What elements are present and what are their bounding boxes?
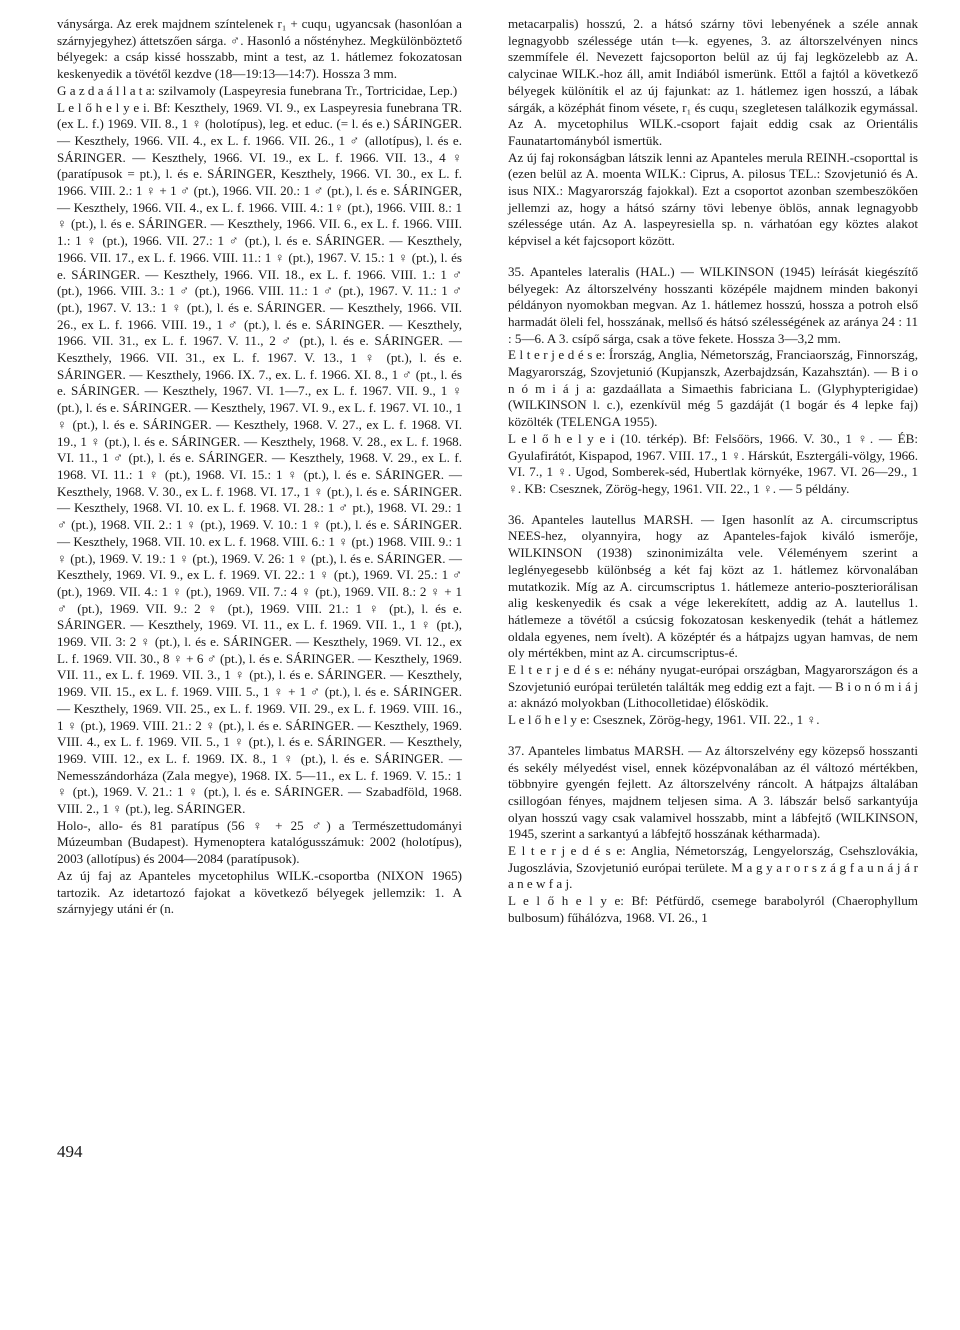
paragraph: G a z d a á l l a t a: szilvamoly (Laspeyresia funebrana Tr., Tortricidae, Lep.) (57, 82, 458, 98)
paragraph: L e l ő h e l y e i. Bf: Keszthely, 1969. VI. 9., ex Laspeyresia funebrana TR. (ex L. f.) 1969. VII. 8., 1 ♀ (holotípus), leg. et educ. (= l. és e.) SÁRINGER. — Keszthely, 1966. VII. 4., ex L. f. 1966. VII. 26., 1 ♂ (allotípus), l. és e. SÁRINGER. — Keszthely, 1966. VI. 19., ex L. f. 1966. VII. 13., 4 ♀ (paratípusok = pt.), l. és e. SÁRINGER, Keszthely, 1966. VI. 30., ex L. f. 1966. VIII. 2.: 1 ♀ + 1 ♂ (pt.), 1966. VII. 20.: 1 ♂ (pt.), l. és e. SÁRINGER, — Keszthely, 1966. VII. 4., ex L. f. 1966. VIII. 4.: 1♀ (pt.), 1966. VIII. 8.: 1 ♀ (pt.), l. és e. SÁRINGER. — Keszthely, 1966. VII. 6., ex L. f. 1966. VIII. 1.: 1 ♀ (pt.), 1966. VII. 27.: 1 ♂ (pt.), l. és e. SÁRINGER. — Keszthely, 1966. VII. 17., ex L. f. 1966. VIII. 11.: 1 ♀ (pt.), 1967. V. 15.: 1 ♀ (pt.), l. és e. SÁRINGER. — Keszthely, 1966. VII. 18., ex L. f. 1966. VIII. 1.: 1 ♂ (pt.), 1966. VIII. 3.: 1 ♂ (pt.), 1966. VIII. 11.: 1 ♂ (pt.), 1967. V. 11.: 1 ♂ (pt.), 1967. V. 13.: 1 ♀ (pt.), l. és e. SÁRINGER. — Keszthely, 1966. VII. 26., ex L. f. 1966. VIII. 19., 1 ♂ (pt.), l. és e. SÁRINGER. — Keszthely, 1966. VII. 31., ex L. f. 1967. V. 11., 2 ♂ (pt.), l. és e. SÁRINGER. — Keszthely, 1966. VII. 31., ex L. f. 1967. V. 13., 1 ♀ (pt.), l. és e. SÁRINGER. — Keszthely, 1966. IX. 7., ex. L. f. 1966. XI. 8., 1 ♂ (pt., l. és e. SÁRINGER. — Keszthely, 1967. VI. 1—7., ex L. f. 1967. VII. 9., 1 ♀ (pt.), l. és e. SÁRINGER. — Keszthely, 1967. VI. 9., ex L. f. 1967. VI. 10., 1 ♀ (pt.), l. és e. SÁRINGER. — Keszthely, 1968. V. 27., ex L. f. 1968. VI. 19., 1 ♀ (pt.), l. és e. SÁRINGER. — Keszthely, 1968. V. 28., ex L. f. 1968. VI. 11., 1 ♂ (pt.), l. és e. SÁRINGER. — Keszthely, 1968. V. 29., ex L. f. 1968. VI. 11.: 1 ♀ (pt.), 1968. VI. 15.: 1 ♀ (pt.), l. és e. SÁRINGER. — Keszthely, 1968. V. 30., ex L. f. 1968. VI. 17., 1 ♀ (pt.), l. és e. SÁRINGER. — Keszthely, 1968. VI. 10. ex L. f. 1968. VI. 28.: 1 ♂ pt.), 1968. VI. 29.: 1 ♂ (pt.), 1968. VII. 2.: 1 ♀ (pt.), 1969. V. 10.: 1 ♀ (pt.), l. és e. SÁRINGER. — Keszthely, 1968. VII. 10. ex L. f. 1968. VIII. 6.: 1 ♀ (pt.) 1968. VIII. 9.: 1 ♀ (pt.), 1969. V. 19.: 1 ♀ (pt.), 1969. V. 26: 1 ♀ (pt.), l. és e. SÁRINGER. — Keszthely, 1969. VI. 9., ex L. f. 1969. VI. 22.: 1 ♀ (pt.), 1969. VI. 25.: 1 ♂ (pt.), 1969. VII. 4.: 1 ♀ (pt.), 1969. VII. 7.: 4 ♀ (pt.), 1969. VII. 8.: 2 ♀ + 1 ♂ (pt.), 1969. VII. 9.: 2 ♀ (pt.), 1969. VIII. 21.: 1 ♀ (pt.), l. és e. SÁRINGER. — Keszthely, 1969. VI. 11., ex L. f. 1969. VII. 1., 1 ♀ (pt.), 1969. VII. 3: 2 ♀ (pt.), l. és e. SÁRINGER. — Keszthely, 1969. VI. 12., ex L. f. 1969. VII. 30., 8 ♀ + 6 ♂ (pt.), l. és e. SÁRINGER. — Keszthely, 1969. VII. 11., ex L. f. 1969. VII. 3., 1 ♀ (pt.), l. és e. SÁRINGER. — Keszthely, 1969. VII. 15., ex L. f. 1969. VIII. 5., 1 ♀ + 1 ♂ (pt.), l. és e. SÁRINGER. — Keszthely, 1969. VII. 25., ex L. f. 1969. VII. 29., ex L. f. 1969. VIII. 16., 1 ♀ (pt.), 1969. VIII. 21.: 2 ♀ (pt.), l. és e. SÁRINGER. — Keszthely, 1969. VIII. 4., ex L. f. 1969. VII. 5., 1 ♀ (pt.), l. és e. SÁRINGER. — Keszthely, 1969. VIII. 12., ex L. f. 1969. IX. 8., 1 ♀ (pt.), l. és e. SÁRINGER. — Nemesszándorháza (Zala megye), 1968. IX. 5—11., ex L. f. 1969. V. 15.: 1 ♀ (pt.), 1969. V. 21.: 1 ♀ (pt.), l. és e. SÁRINGER. — Szabadföld, 1968. VIII. 2., 1 ♀ (pt.), leg. SÁRINGER. (57, 99, 462, 817)
right-column (508, 16, 918, 927)
paragraph: L e l ő h e l y e: Bf: Pétfürdő, csemege barabolyról (Chaerophyllum bulbosum) fűhálózva, 1968. VI. 26., 1 (508, 893, 918, 925)
paragraph: L e l ő h e l y e i (10. térkép). Bf: Felsőörs, 1966. V. 30., 1 ♀. — ÉB: Gyulafirátót, Kispapod, 1967. VIII. 17., 1 ♀. Hárskút, Esztergáli-völgy, 1966. VI. 7., 1 ♀. Ugod, Somberek-séd, Hubertlak környéke, 1967. VI. 26—29., 1 ♀. KB: Csesznek, Zörög-hegy, 1961. VII. 22., 1 ♀. — 5 példány. (508, 430, 918, 496)
page-number: 494 (57, 1142, 83, 1161)
left-column (57, 16, 462, 918)
paragraph: ványsárga. Az erek majdnem színtelenek r₁ + cuqu₁ ugyancsak (hasonlóan a szárnyjegyhez) áttetszően sárga. ♂. Hasonló a nőstényhez. Megkülönböztető bélyegek: a csáp kissé hosszabb, mint a test, az 1. hátlemez fokozatosan keskenyedik a tövétől kezdve (18—19:13—14:7). Hossza 3 mm. (57, 16, 462, 82)
paragraph: 35. Apanteles lateralis (HAL.) — WILKINSON (1945) leírását kiegészítő bélyegek: Az áltorszelvény hosszanti középéle majdnem minden bakonyi példányon nyomokban megvan. Az 1. hátlemez hosszú, hossza a potroh első harmadát öleli fel, hosszának, mellső és hátsó szélességének az aránya 24 : 11 : 5—6. A 3. csípő sárga, csak a töve fekete. Hossza 3—3,2 mm. (508, 263, 918, 346)
paragraph: metacarpalis) hosszú, 2. a hátsó szárny tövi lebenyének a széle annak legnagyobb szélessége után t—k. egyenes, 3. az áltorszelvényen nincs szemmífele él. Nevezett fajcsoporton belül az új faj legközelebb az A. calycinae WILK.-hoz áll, amit Indiából ismerünk. Ettől a fajtól a következő bélyegek különítik el az új fajunkat: az 1. hátlemez igen hosszú, a lábak sárgák, a középhát finom vésete, r₁ és cuqu₁ szegletesen találkozik egymással. Az A. mycetophilus WILK.-csoport fajait eddig csak az Orientális Faunatartományból ismertük. (508, 16, 918, 148)
paragraph: L e l ő h e l y e: Csesznek, Zörög-hegy, 1961. VII. 22., 1 ♀. (508, 712, 820, 728)
paragraph: E l t e r j e d é s e: Írország, Anglia, Németország, Franciaország, Finnország, Magyarország, Szovjetunió (Kupjanszk, Azerbajdzsán, Kazahsztán). — B i o n ó m i á j a: gazdaállata a Simaethis fabriciana L. (Glyphypterigidae) (WILKINSON l. c.), ezenkívül még 5 gazdáját (1 bogár és 4 lepke faj) közölték (TELENGA 1955). (508, 347, 918, 430)
paragraph: Az új faj rokonságban látszik lenni az Apanteles merula REINH.-csoporttal is (ezen belül az A. moenta WILK.: Ciprus, A. pilosus TEL.: Szovjetunió és A. isus NIX.: Magyarország fajokkal). Ezt a csoportot azonban szembeszökően jellemzi az, hogy a hátsó szárny tövi lebenye öblös, annak legnagyobb szélessége után. Az A. laspeyresiella sp. n. várhatóan egy köztes alakot képvisel a két fajcsoport között. (508, 149, 918, 249)
paragraph: E l t e r j e d é s e: Anglia, Németország, Lengyelország, Csehszlovákia, Jugoszlávia, Szovjetunió európai területe. M a g y a r o r s z á g f a u n á j á r a n e w f a j. (508, 843, 918, 892)
paragraph: E l t e r j e d é s e: néhány nyugat-európai országban, Magyarországon és a Szovjetunió európai területén találták meg eddig ezt a fajt. — B i o n ó m i á j a: aknázó molyokban (Lithocolletidae) élősködik. (508, 662, 918, 711)
paragraph: 37. Apanteles limbatus MARSH. — Az áltorszelvény egy közepső hosszanti és sekély mélyedést visel, ennek középvonalában az él változó mértékben, többnyire gyengén fejlett. Az áltorszelvény ráncolt. A hátpajzs általában csillogóan fényes, majdnem teljesen sima. A 3. lábszár belső sarkantyúja olyan hosszú vagy csak valamivel hosszabb, mint a lábfejtő (WILKINSON, 1945, szerint a sarkantyú a lábfejtő hosszának kétharmada). (508, 742, 918, 842)
paragraph: 36. Apanteles lautellus MARSH. — Igen hasonlít az A. circumscriptus NEES-hez, olyannyira, hogy az Apanteles-fajok kiváló ismerője, WILKINSON (1938) szinonimizálta vele. Véleményem szerint a leglényegesebb különbség a két faj közt az 1. hátlemez körvonalában mutatkozik. Míg az A. circumscriptus 1. hátlemeze anterio-poszteriorálisan alig keskenyedik és csak a vége lekerekített, addig az A. lautellus 1. hátlemeze a tövétől a csúcsig fokozatosan keskenyedik (tehát a hátlemez oldala egyenes, nem ívelt). A középtér és a hátpajzs ugyan hamvas, de nem oly mértékben, mint az A. circumscriptus-é. (508, 511, 918, 661)
paragraph: Holo-, allo- és 81 paratípus (56 ♀ + 25 ♂) a Természettudományi Múzeumban (Budapest). Hymenoptera katalógusszámuk: 2002 (holotípus), 2003 (allotípus) és 2004—2084 (paratípusok). (57, 817, 462, 867)
paragraph: Az új faj az Apanteles mycetophilus WILK.-csoportba (NIXON 1965) tartozik. Az idetartozó fajokat a következő bélyegek jellemzik: 1. A szárnyjegy utáni ér (n. (57, 867, 462, 917)
